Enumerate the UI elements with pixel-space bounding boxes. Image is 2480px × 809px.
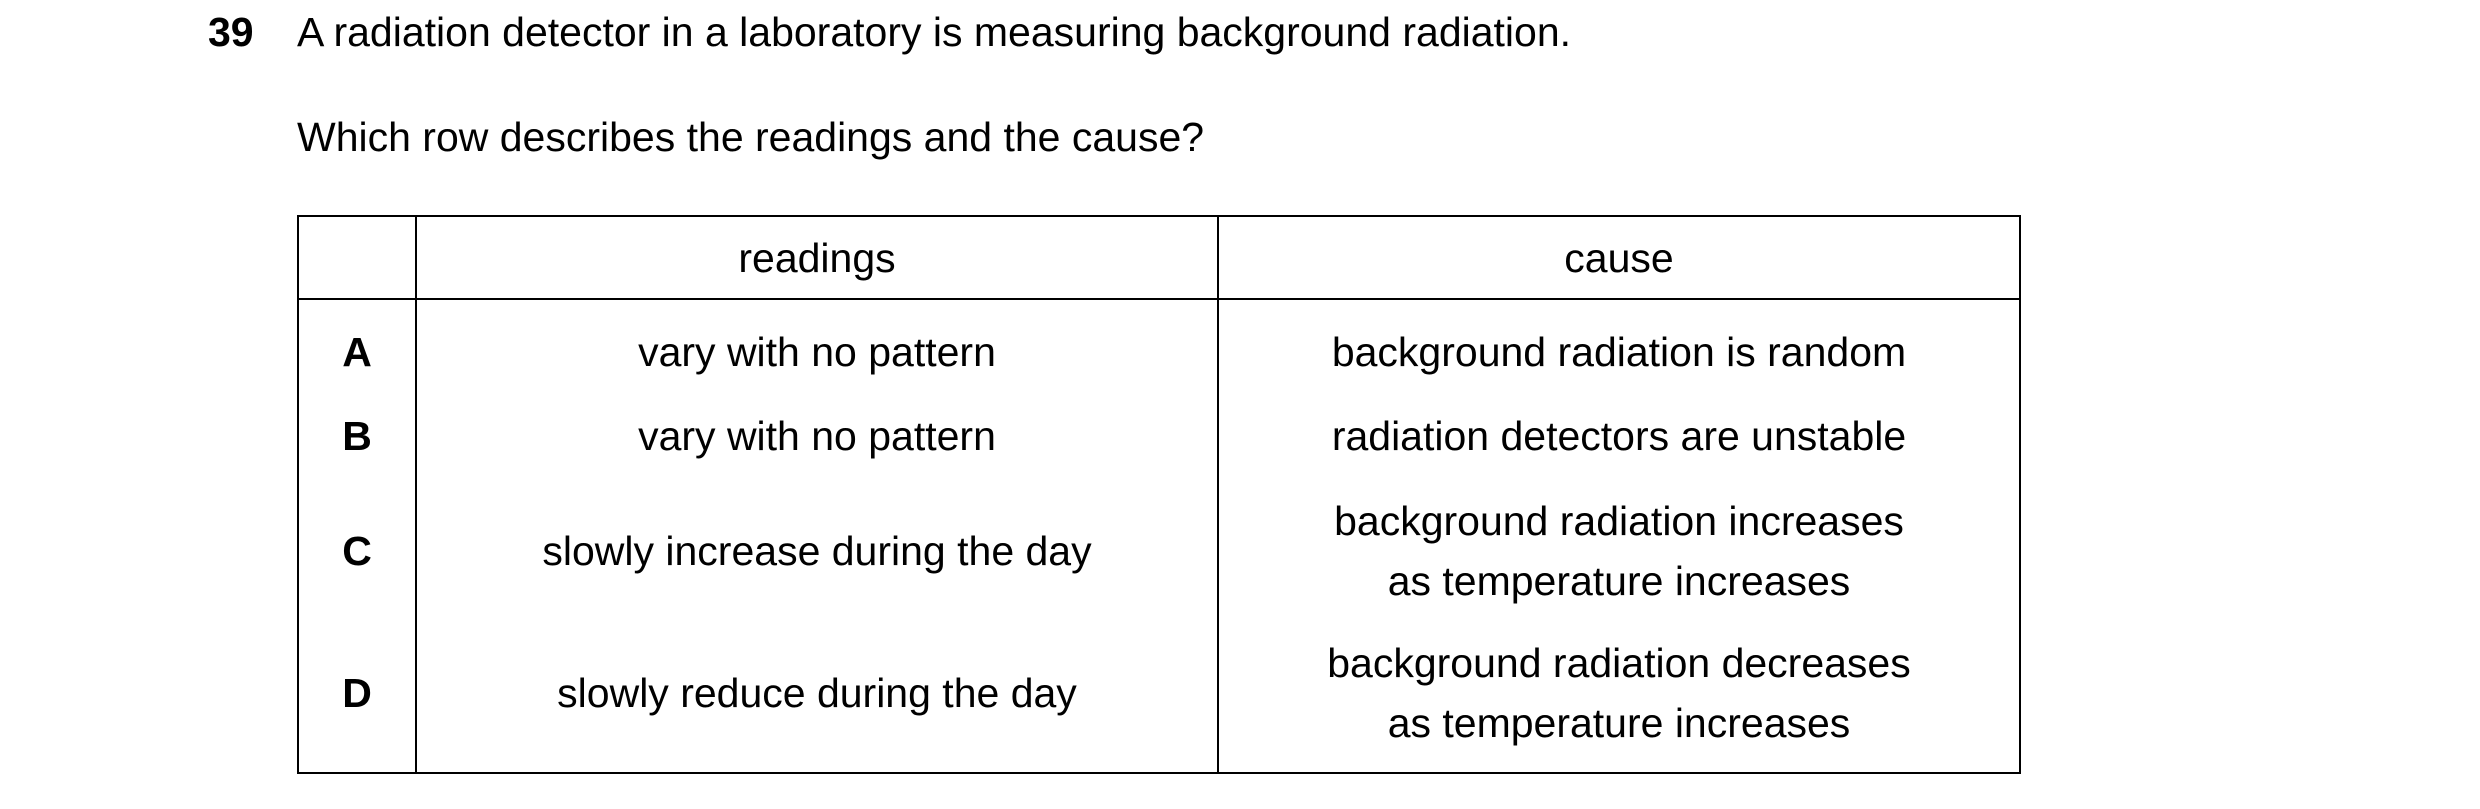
option-readings: slowly increase during the day (416, 480, 1218, 622)
option-cause (1218, 480, 2020, 622)
option-key: A (298, 299, 416, 392)
question-stem: A radiation detector in a laboratory is measuring background radiation. (297, 9, 1572, 55)
table-row (298, 299, 2020, 392)
option-key: D (298, 622, 416, 773)
table-row (298, 480, 2020, 622)
option-cause (1218, 622, 2020, 773)
question-prompt: Which row describes the readings and the cause? (297, 114, 1205, 160)
option-cause-line: as temperature increases (1387, 558, 1851, 604)
option-cause-line: as temperature increases (1387, 700, 1851, 746)
option-cause-line: background radiation decreases (1327, 640, 1911, 686)
option-readings: slowly reduce during the day (416, 622, 1218, 773)
option-key: C (298, 480, 416, 622)
option-cause-line: radiation detectors are unstable (1331, 413, 1907, 459)
option-readings: vary with no pattern (416, 299, 1218, 392)
table-row (298, 622, 2020, 773)
option-cause (1218, 299, 2020, 392)
option-cause-line: background radiation increases (1334, 498, 1904, 544)
table-row (298, 392, 2020, 480)
option-key: B (298, 392, 416, 480)
option-cause (1218, 392, 2020, 480)
option-readings: vary with no pattern (416, 392, 1218, 480)
answer-table (297, 215, 2021, 774)
header-cause: cause (1218, 216, 2020, 299)
table-header-row (298, 216, 2020, 299)
question-number: 39 (208, 9, 254, 55)
header-readings: readings (416, 216, 1218, 299)
header-key (298, 216, 416, 299)
option-cause-line: background radiation is random (1331, 329, 1907, 375)
